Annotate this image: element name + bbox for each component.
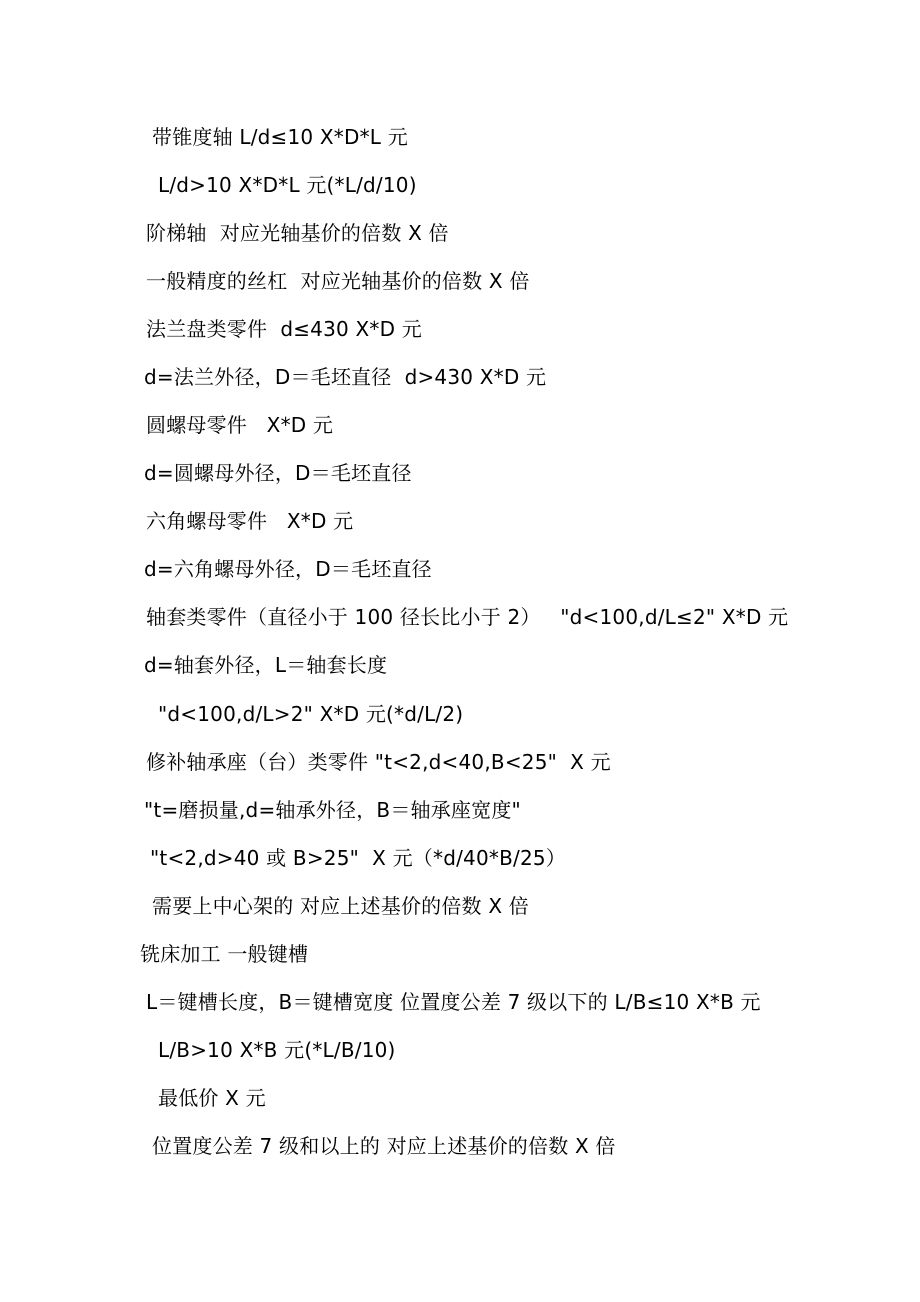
text-line-tapered-shaft-long: L/d>10 X*D*L 元(*L/d/10)	[158, 173, 417, 197]
text-line-round-nut-definitions: d=圆螺母外径，D＝毛坯直径	[144, 461, 412, 485]
text-line-milling-keyway: 铣床加工 一般键槽	[140, 942, 309, 966]
text-line-minimum-price: 最低价 X 元	[158, 1086, 266, 1110]
text-line-flange-part: 法兰盘类零件 d≤430 X*D 元	[146, 317, 422, 341]
text-line-keyway-long: L/B>10 X*B 元(*L/B/10)	[158, 1038, 396, 1062]
text-line-bearing-seat-definitions: "t=磨损量,d=轴承外径，B＝轴承座宽度"	[144, 798, 521, 822]
text-line-round-nut: 圆螺母零件 X*D 元	[146, 413, 334, 437]
text-line-hex-nut: 六角螺母零件 X*D 元	[146, 509, 354, 533]
text-line-stepped-shaft: 阶梯轴 对应光轴基价的倍数 X 倍	[146, 221, 449, 245]
text-line-high-precision: 位置度公差 7 级和以上的 对应上述基价的倍数 X 倍	[152, 1134, 616, 1158]
text-line-sleeve-long: "d<100,d/L>2" X*D 元(*d/L/2)	[158, 702, 464, 726]
text-line-sleeve-part: 轴套类零件（直径小于 100 径长比小于 2） "d<100,d/L≤2" X*D 元	[146, 605, 789, 629]
text-line-keyway-definitions: L＝键槽长度，B＝键槽宽度 位置度公差 7 级以下的 L/B≤10 X*B 元	[146, 990, 761, 1014]
text-line-lead-screw: 一般精度的丝杠 对应光轴基价的倍数 X 倍	[146, 269, 530, 293]
text-line-tapered-shaft: 带锥度轴 L/d≤10 X*D*L 元	[152, 125, 408, 149]
text-line-bearing-seat-large: "t<2,d>40 或 B>25" X 元（*d/40*B/25）	[150, 846, 566, 870]
text-line-hex-nut-definitions: d=六角螺母外径，D＝毛坯直径	[144, 557, 432, 581]
text-line-bearing-seat-repair: 修补轴承座（台）类零件 "t<2,d<40,B<25" X 元	[146, 750, 611, 774]
text-line-flange-definitions: d=法兰外径，D＝毛坯直径 d>430 X*D 元	[144, 365, 547, 389]
text-line-center-rest: 需要上中心架的 对应上述基价的倍数 X 倍	[152, 894, 529, 918]
text-line-sleeve-definitions: d=轴套外径，L＝轴套长度	[144, 653, 388, 677]
